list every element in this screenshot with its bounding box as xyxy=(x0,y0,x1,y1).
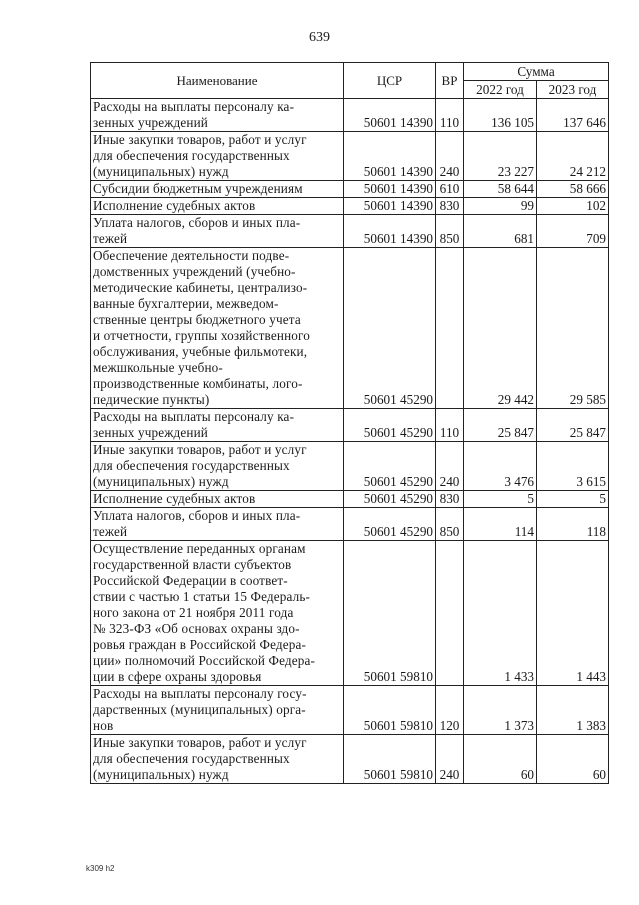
row-amount-2022: 23 227 xyxy=(464,132,537,181)
row-csr: 50601 14390 xyxy=(344,132,436,181)
row-amount-2023: 29 585 xyxy=(537,248,609,409)
row-amount-2022: 681 xyxy=(464,215,537,248)
row-name: Исполнение судебных актов xyxy=(91,198,344,215)
header-name: Наименование xyxy=(91,63,344,99)
row-amount-2023: 25 847 xyxy=(537,409,609,442)
row-amount-2022: 136 105 xyxy=(464,99,537,132)
row-vr xyxy=(436,248,464,409)
row-name: Исполнение судебных актов xyxy=(91,491,344,508)
table-row xyxy=(91,686,609,735)
row-vr xyxy=(436,541,464,686)
table-header xyxy=(91,63,609,99)
row-amount-2022: 5 xyxy=(464,491,537,508)
row-amount-2022: 1 373 xyxy=(464,686,537,735)
header-year-2023: 2023 год xyxy=(537,81,609,99)
row-name: Уплата налогов, сборов и иных пла- тежей xyxy=(91,215,344,248)
row-amount-2022: 60 xyxy=(464,735,537,784)
header-year-2022: 2022 год xyxy=(464,81,537,99)
row-name: Субсидии бюджетным учреждениям xyxy=(91,181,344,198)
row-csr: 50601 45290 xyxy=(344,248,436,409)
row-amount-2022: 25 847 xyxy=(464,409,537,442)
table-row xyxy=(91,198,609,215)
table-row xyxy=(91,491,609,508)
table-row xyxy=(91,541,609,686)
footer-code: k309 h2 xyxy=(86,864,115,873)
row-name: Расходы на выплаты персоналу ка- зенных учреждений xyxy=(91,99,344,132)
row-name: Иные закупки товаров, работ и услуг для обеспечения государственных (муниципальных) нужд xyxy=(91,735,344,784)
row-vr: 830 xyxy=(436,491,464,508)
row-csr: 50601 45290 xyxy=(344,442,436,491)
row-vr: 120 xyxy=(436,686,464,735)
table-row xyxy=(91,181,609,198)
table-row xyxy=(91,409,609,442)
row-vr: 110 xyxy=(436,99,464,132)
row-vr: 610 xyxy=(436,181,464,198)
row-name: Осуществление переданных органам государственной власти субъектов Российской Федерации в соответ- ствии с частью 1 статьи 15 Федераль- ного закона от 21 ноября 2011 года № 323-ФЗ «Об основах охраны здо- ровья граждан в Российской Федера- ции» полномочий Российской Федера- ции в сфере охраны здоровья xyxy=(91,541,344,686)
header-sum: Сумма xyxy=(464,63,609,81)
row-vr: 240 xyxy=(436,735,464,784)
table-row xyxy=(91,99,609,132)
row-amount-2023: 102 xyxy=(537,198,609,215)
row-amount-2022: 99 xyxy=(464,198,537,215)
row-amount-2023: 1 383 xyxy=(537,686,609,735)
header-csr: ЦСР xyxy=(344,63,436,99)
table-row xyxy=(91,508,609,541)
row-amount-2022: 1 433 xyxy=(464,541,537,686)
row-amount-2022: 3 476 xyxy=(464,442,537,491)
row-amount-2022: 29 442 xyxy=(464,248,537,409)
row-name: Обеспечение деятельности подве- домственных учреждений (учебно- методические кабинеты, централизо- ванные бухгалтерии, межведом- ственные центры бюджетного учета и отчетности, группы хозяйственного обслуживания, учебные фильмотеки, межшкольные учебно- производственные комбинаты, лого- педические пункты) xyxy=(91,248,344,409)
row-csr: 50601 14390 xyxy=(344,198,436,215)
row-amount-2023: 709 xyxy=(537,215,609,248)
row-vr: 110 xyxy=(436,409,464,442)
row-csr: 50601 14390 xyxy=(344,99,436,132)
row-amount-2023: 58 666 xyxy=(537,181,609,198)
row-amount-2023: 118 xyxy=(537,508,609,541)
row-amount-2023: 137 646 xyxy=(537,99,609,132)
row-csr: 50601 14390 xyxy=(344,215,436,248)
page-number: 639 xyxy=(309,30,330,45)
row-name: Иные закупки товаров, работ и услуг для обеспечения государственных (муниципальных) нужд xyxy=(91,442,344,491)
row-vr: 830 xyxy=(436,198,464,215)
row-name: Расходы на выплаты персоналу госу- дарственных (муниципальных) орга- нов xyxy=(91,686,344,735)
row-csr: 50601 59810 xyxy=(344,735,436,784)
row-name: Уплата налогов, сборов и иных пла- тежей xyxy=(91,508,344,541)
row-vr: 240 xyxy=(436,132,464,181)
row-name: Иные закупки товаров, работ и услуг для обеспечения государственных (муниципальных) нужд xyxy=(91,132,344,181)
table-body xyxy=(91,99,609,784)
row-amount-2023: 5 xyxy=(537,491,609,508)
row-name: Расходы на выплаты персоналу ка- зенных учреждений xyxy=(91,409,344,442)
row-amount-2023: 3 615 xyxy=(537,442,609,491)
row-csr: 50601 45290 xyxy=(344,508,436,541)
row-csr: 50601 45290 xyxy=(344,409,436,442)
table-row xyxy=(91,248,609,409)
row-csr: 50601 45290 xyxy=(344,491,436,508)
row-csr: 50601 59810 xyxy=(344,686,436,735)
row-csr: 50601 59810 xyxy=(344,541,436,686)
table-row xyxy=(91,215,609,248)
row-vr: 850 xyxy=(436,215,464,248)
table-row xyxy=(91,735,609,784)
header-vr: ВР xyxy=(436,63,464,99)
table-row xyxy=(91,442,609,491)
row-amount-2023: 60 xyxy=(537,735,609,784)
row-amount-2022: 114 xyxy=(464,508,537,541)
row-csr: 50601 14390 xyxy=(344,181,436,198)
row-vr: 240 xyxy=(436,442,464,491)
row-amount-2022: 58 644 xyxy=(464,181,537,198)
budget-table xyxy=(90,62,609,784)
row-vr: 850 xyxy=(436,508,464,541)
row-amount-2023: 24 212 xyxy=(537,132,609,181)
row-amount-2023: 1 443 xyxy=(537,541,609,686)
table-row xyxy=(91,132,609,181)
